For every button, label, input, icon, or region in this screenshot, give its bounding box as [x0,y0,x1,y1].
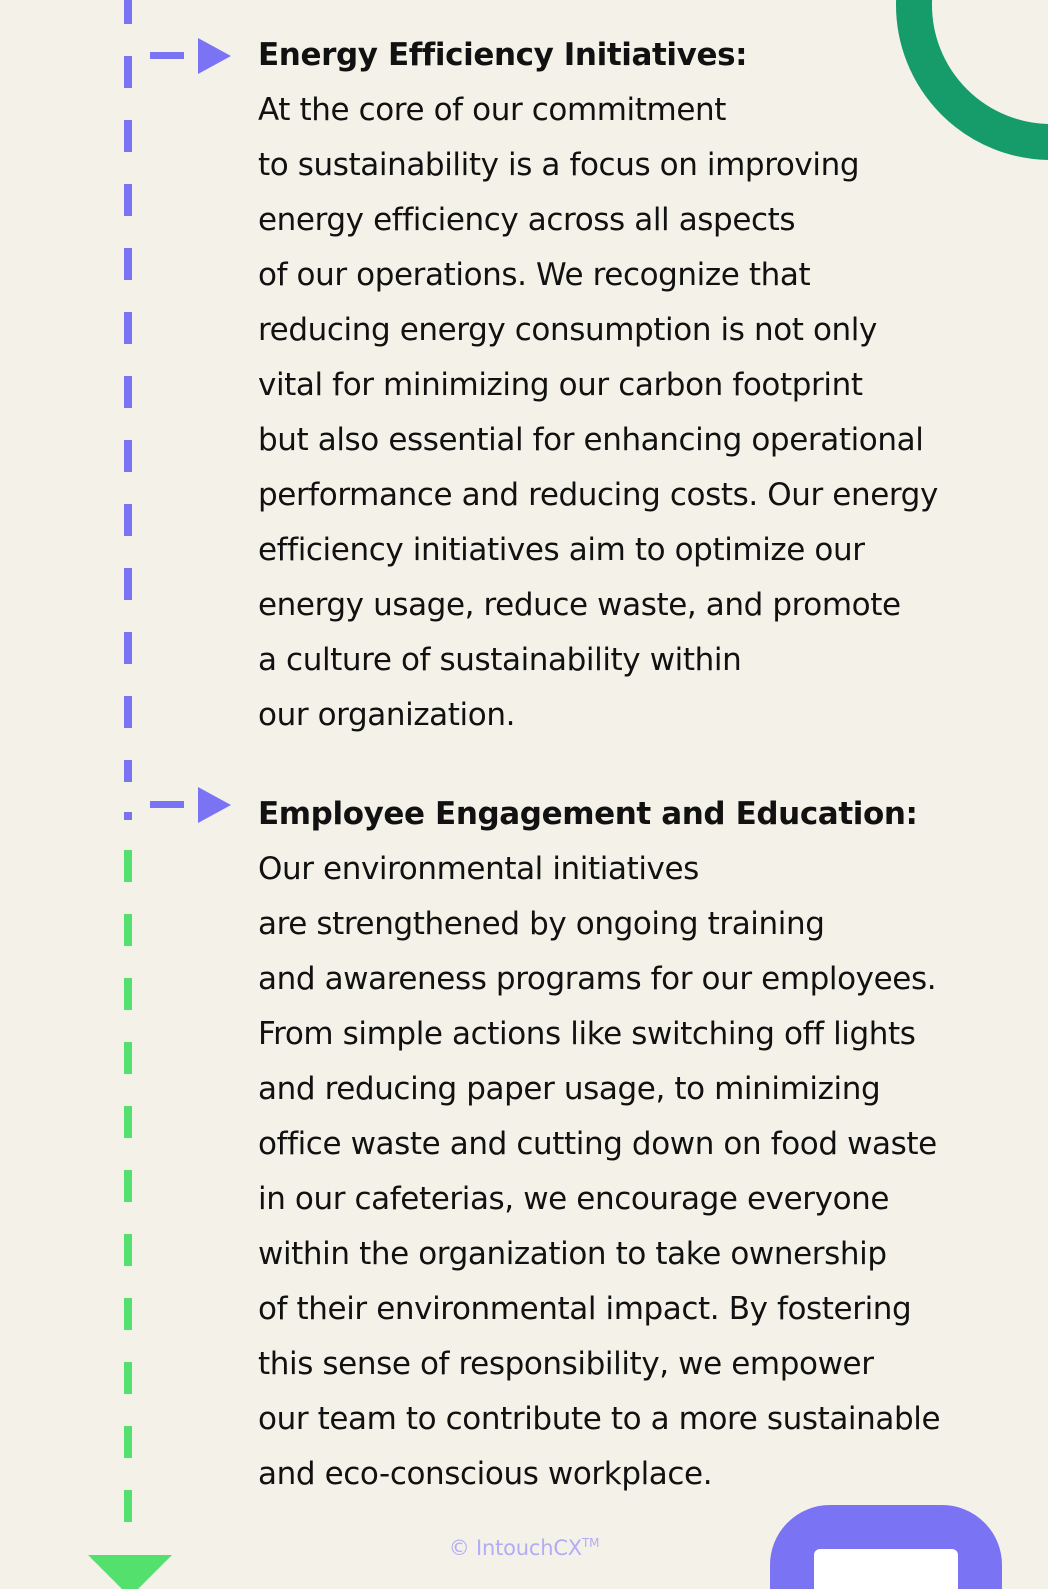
paragraph-line: energy usage, reduce waste, and promote [258,587,901,623]
paragraph-line: Our environmental initiatives [258,851,699,887]
branch-connector-1 [150,38,234,74]
paragraph-line: our organization. [258,697,516,733]
arrow-down-icon [88,1555,172,1589]
paragraph-line: and reducing paper usage, to minimizing [258,1071,881,1107]
paragraph-line: reducing energy consumption is not only [258,312,877,348]
paragraph-line: and eco-conscious workplace. [258,1456,713,1492]
paragraph-line: energy efficiency across all aspects [258,202,796,238]
paragraph-line: within the organization to take ownership [258,1236,887,1272]
paragraph-line: are strengthened by ongoing training [258,906,825,942]
timeline-dashed-line-purple [124,0,132,782]
section-energy-efficiency [258,28,1018,743]
paragraph-line: to sustainability is a focus on improving [258,147,860,183]
decorative-frame-inner [814,1549,958,1589]
trademark-mark: TM [581,1536,600,1550]
paragraph-line: this sense of responsibility, we empower [258,1346,874,1382]
arrow-right-icon [198,787,231,823]
paragraph-line: performance and reducing costs. Our energy [258,477,938,513]
paragraph-line: office waste and cutting down on food waste [258,1126,937,1162]
paragraph-line: of our operations. We recognize that [258,257,811,293]
timeline-dashed-line-green [124,850,132,1530]
branch-connector-2 [150,787,234,823]
paragraph-line: of their environmental impact. By fostering [258,1291,912,1327]
copyright-text: © IntouchCX [448,1536,582,1560]
paragraph-line: From simple actions like switching off lights [258,1016,916,1052]
paragraph-line: and awareness programs for our employees. [258,961,937,997]
section-employee-engagement [258,787,1018,1502]
paragraph-line: vital for minimizing our carbon footprint [258,367,863,403]
section-title: Energy Efficiency Initiatives: [258,37,748,73]
paragraph-line: efficiency initiatives aim to optimize our [258,532,865,568]
paragraph-line: in our cafeterias, we encourage everyone [258,1181,890,1217]
timeline-dot [124,812,132,820]
paragraph-line: our team to contribute to a more sustainable [258,1401,941,1437]
branch-dash [150,801,184,808]
section-title: Employee Engagement and Education: [258,796,918,832]
paragraph-line: but also essential for enhancing operational [258,422,924,458]
branch-dash [150,52,184,59]
paragraph-line: At the core of our commitment [258,92,726,128]
arrow-right-icon [198,38,231,74]
paragraph-line: a culture of sustainability within [258,642,742,678]
